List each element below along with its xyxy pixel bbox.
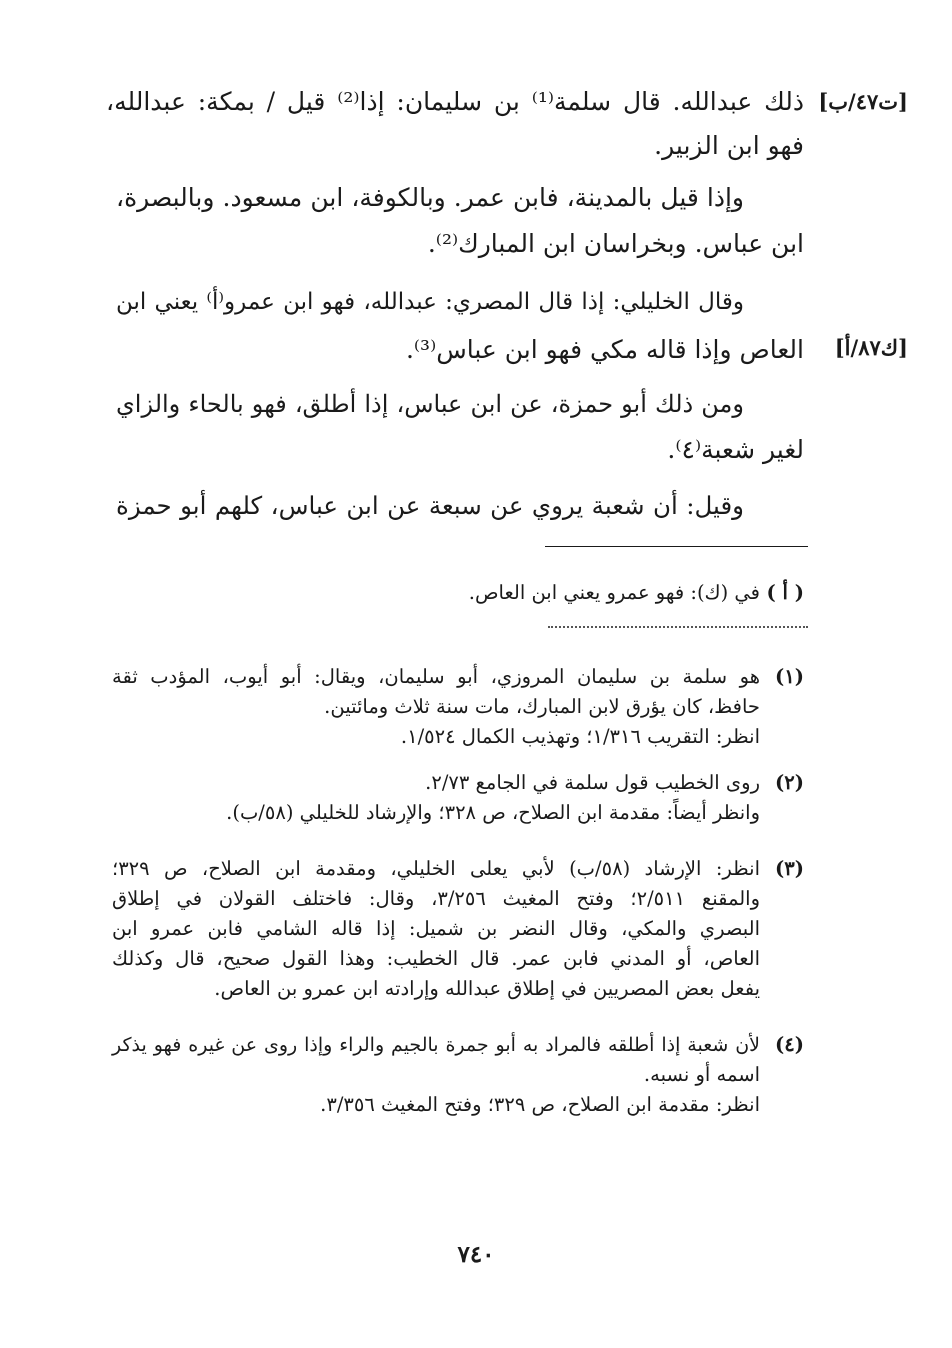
margin-note-folio-2: [ك٨٧/أ] (834, 335, 908, 360)
main-text-line: ابن عباس. وبخراسان ابن المبارك⁽²⁾. (427, 229, 804, 258)
footnote-line: روى الخطيب قول سلمة في الجامع ٢/٧٣. (425, 771, 760, 794)
main-text-line: وإذا قيل بالمدينة، فابن عمر. وبالكوفة، ابن مسعود. وبالبصرة، (116, 183, 744, 212)
footnote-separator (545, 546, 808, 547)
footnote-number: (١) (775, 665, 804, 688)
page-number: ٧٤٠ (457, 1241, 495, 1268)
footnote-line: اسمه أو نسبه. (643, 1063, 760, 1086)
variant-note-text: في (ك): فهو عمرو يعني ابن العاص. (468, 581, 760, 604)
footnote-line: البصري والمكي، وقال النضر بن شميل: إذا قاله الشامي فابن عمرو ابن (112, 917, 760, 940)
footnote-line: حافظ، كان يؤرق لابن المبارك، مات سنة ثلاث ومائتين. (324, 695, 760, 718)
footnote-line: وانظر أيضاً: مقدمة ابن الصلاح، ص ٣٢٨؛ والإرشاد للخليلي (٥٨/ب). (226, 801, 760, 824)
variant-note-marker: ( أ ) (766, 581, 804, 604)
footnote-line: هو سلمة بن سليمان المروزي، أبو سليمان، ويقال: أبو أيوب، المؤدب ثقة (112, 665, 760, 688)
footnote-line: انظر: التقريب ١/٣١٦؛ وتهذيب الكمال ١/٥٢٤. (400, 725, 760, 748)
main-text-line: ذلك عبدالله. قال سلمة⁽¹⁾ بن سليمان: إذا⁽²⁾ قيل / بمكة: عبدالله، (106, 87, 804, 116)
footnote-number: (٤) (775, 1033, 804, 1056)
main-text-line: فهو ابن الزبير. (654, 131, 804, 160)
main-text-line: لغير شعبة⁽٤⁾. (667, 435, 804, 464)
footnote-number: (٢) (775, 771, 804, 794)
footnote-line: انظر: الإرشاد (٥٨/ب) لأبي يعلى الخليلي، ومقدمة ابن الصلاح، ص ٣٢٩؛ (112, 857, 760, 880)
footnote-line: يفعل بعض المصريين في إطلاق عبدالله وإرادته ابن عمرو بن العاص. (214, 977, 760, 1000)
footnote-line: والمقنع ٢/٥١١؛ وفتح المغيث ٣/٢٥٦، وقال: فاختلف القولان في إطلاق (112, 887, 761, 910)
dotted-separator (548, 626, 808, 628)
main-text-line: العاص وإذا قاله مكي فهو ابن عباس⁽³⁾. (405, 335, 804, 364)
footnote-line: لأن شعبة إذا أطلقه فالمراد به أبو جمرة بالجيم والراء وإذا روى عن غيره فهو يذكر (112, 1034, 760, 1056)
margin-note-folio-1: [ت٤٧/ب] (818, 89, 908, 114)
footnote-line: العاص، أو المدني فابن عمر. قال الخطيب: وهذا القول صحيح، قال وكذلك (112, 947, 760, 970)
footnote-number: (٣) (775, 857, 804, 880)
footnote-line: انظر: مقدمة ابن الصلاح، ص ٣٢٩؛ وفتح المغيث ٣/٣٥٦. (320, 1093, 760, 1116)
main-text-line: وقال الخليلي: إذا قال المصري: عبدالله، فهو ابن عمرو⁽أ⁾ يعني ابن (116, 289, 744, 315)
main-text-line: وقيل: أن شعبة يروي عن سبعة عن ابن عباس، كلهم أبو حمزة (116, 491, 744, 520)
main-text-line: ومن ذلك أبو حمزة، عن ابن عباس، إذا أطلق، فهو بالحاء والزاي (116, 390, 744, 418)
